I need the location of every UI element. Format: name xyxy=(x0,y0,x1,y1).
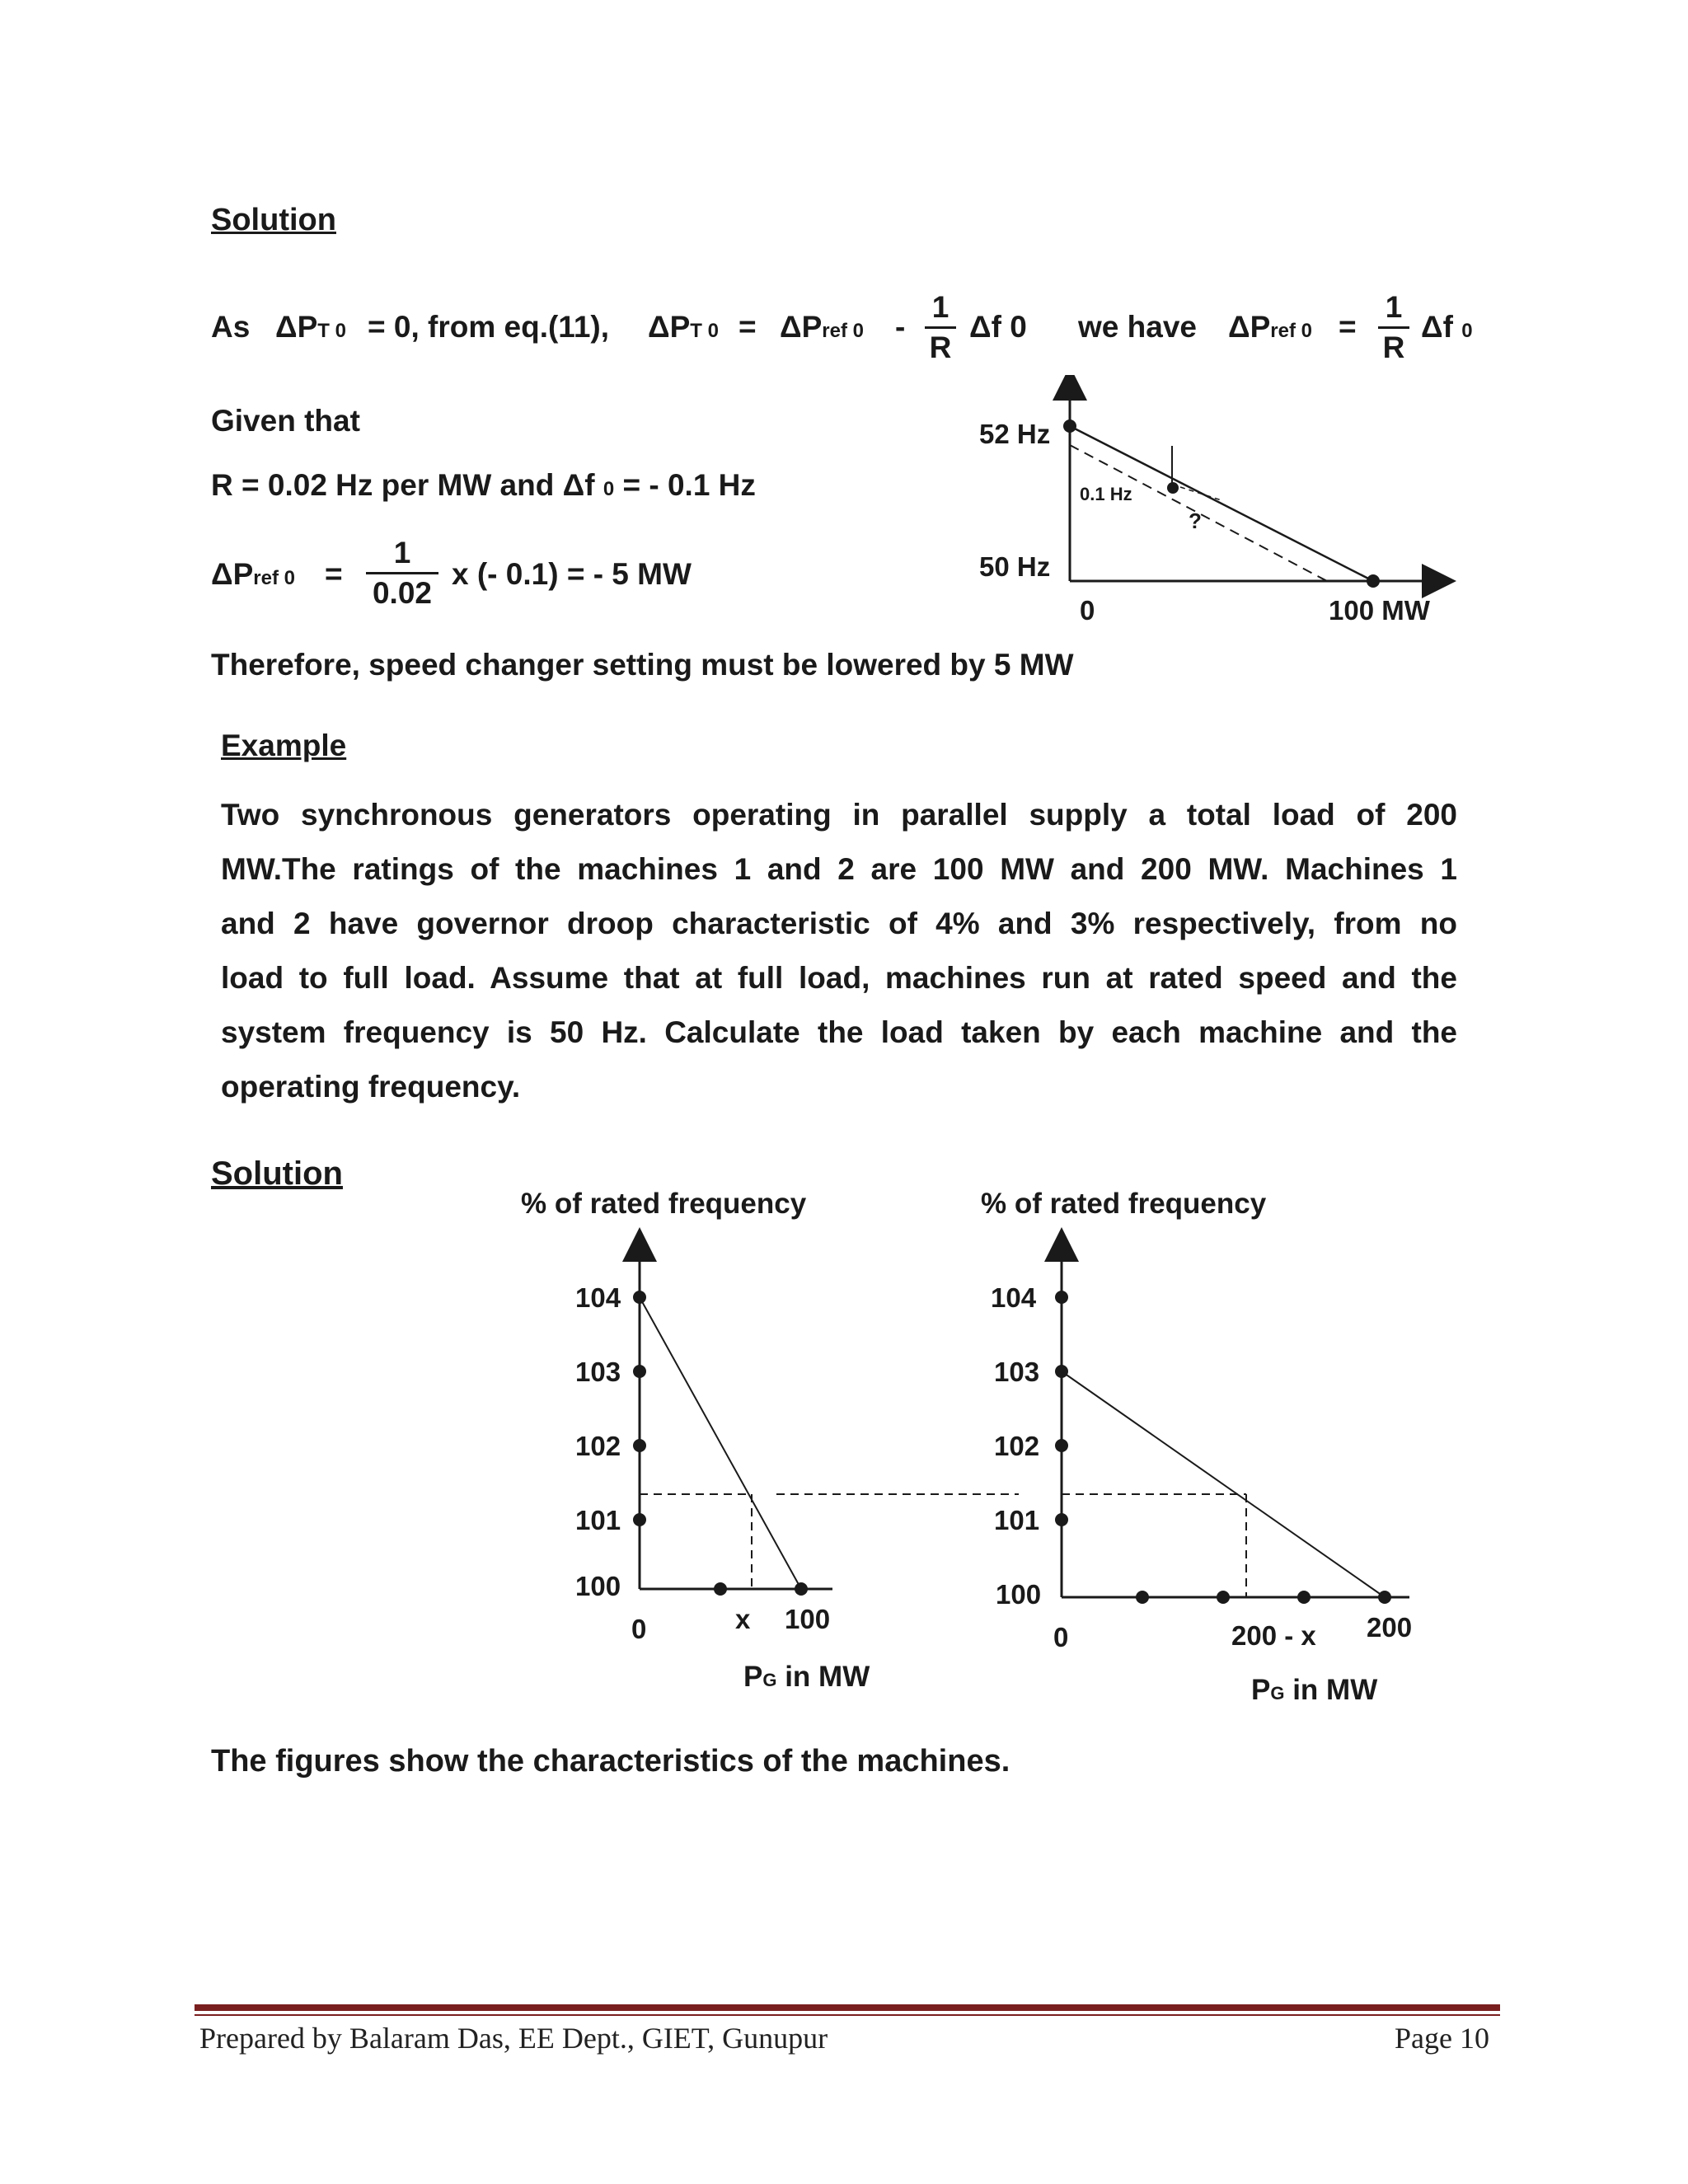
label-question: ? xyxy=(1189,509,1202,533)
example-line: and 2 have governor droop characteristic of 4% and 3% respectively, from no xyxy=(221,907,1457,940)
fig2-xtick-200-minus-x: 200 - x xyxy=(1231,1620,1316,1651)
r-and-delta-f: R = 0.02 Hz per MW and Δf 0 = - 0.1 Hz xyxy=(211,468,756,502)
droop-point-mid xyxy=(1167,482,1179,494)
fraction-one-over-002: 1 0.02 xyxy=(366,536,438,611)
fig1-ytick-104: 104 xyxy=(575,1282,621,1313)
droop-point-52hz xyxy=(1063,419,1076,433)
fig1-xtick-0: 0 xyxy=(631,1614,647,1644)
eq-delta-f0-2: Δf 0 xyxy=(1421,310,1473,344)
example-line: MW.The ratings of the machines 1 and 2 are 100 MW and 200 MW. Machines 1 xyxy=(221,852,1457,886)
eq-delta-f0: Δf 0 xyxy=(969,310,1027,344)
fig2-x-dot xyxy=(1136,1591,1149,1604)
label-delta-01hz: 0.1 Hz xyxy=(1080,484,1132,504)
eq-we-have: we have xyxy=(1078,310,1197,344)
fig1-xlabel: PG in MW xyxy=(743,1661,870,1693)
machine-characteristics-figure xyxy=(495,1162,1467,1731)
label-100mw: 100 MW xyxy=(1329,595,1430,626)
fig2-x-dot xyxy=(1217,1591,1230,1604)
conclusion-text: Therefore, speed changer setting must be lowered by 5 MW xyxy=(211,648,1074,682)
fig1-xtick-x: x xyxy=(735,1604,751,1634)
example-line: Two synchronous generators operating in parallel supply a total load of 200 xyxy=(221,798,1457,832)
fig2-xtick-200: 200 xyxy=(1367,1612,1413,1643)
fig1-xtick-100: 100 xyxy=(785,1604,831,1634)
label-52hz: 52 Hz xyxy=(979,419,1051,449)
eq-delta-pref0: ΔPref 0 xyxy=(780,310,864,344)
eq-minus: - xyxy=(895,310,906,344)
fig2-x-dot-200 xyxy=(1378,1591,1391,1604)
calc-equals: = xyxy=(325,557,343,591)
fig2-xtick-0: 0 xyxy=(1053,1622,1069,1652)
fig1-ytick-103: 103 xyxy=(575,1357,621,1387)
fig1-ytick-101: 101 xyxy=(575,1505,621,1535)
fig1-tick-dot xyxy=(633,1439,646,1452)
fig1-ytick-102: 102 xyxy=(575,1431,621,1461)
fig1-tick-dot xyxy=(633,1365,646,1378)
eq-equals: = xyxy=(738,310,757,344)
example-paragraph xyxy=(221,788,1457,1114)
fig2-tick-dot xyxy=(1055,1513,1068,1526)
fig1-tick-dot xyxy=(633,1291,646,1304)
example-line: load to full load. Assume that at full load, machines run at rated speed and the xyxy=(221,961,1457,995)
calc-lhs: ΔPref 0 xyxy=(211,557,295,591)
fig1-ytick-100: 100 xyxy=(575,1571,621,1601)
example-heading: Example xyxy=(221,729,347,762)
fig2-xlabel: PG in MW xyxy=(1251,1674,1378,1706)
eq-zero-from: = 0, from eq.(11), xyxy=(368,310,610,344)
droop-point-100mw xyxy=(1367,574,1380,588)
fig2-ylabel: % of rated frequency xyxy=(981,1188,1267,1220)
fig2-ytick-102: 102 xyxy=(994,1431,1040,1461)
figures-caption: The figures show the characteristics of the machines. xyxy=(211,1744,1010,1779)
eq-delta-pref0-2: ΔPref 0 xyxy=(1228,310,1312,344)
fig1-droop-line xyxy=(640,1297,801,1589)
eq-delta-pt0-b: ΔPT 0 xyxy=(648,310,719,344)
footer-page-number: Page 10 xyxy=(1395,2022,1489,2055)
fig2-droop-line xyxy=(1062,1371,1385,1597)
fig2-ytick-104: 104 xyxy=(991,1282,1037,1313)
fig1-tick-dot xyxy=(633,1513,646,1526)
fraction-one-over-r-2: 1 R xyxy=(1378,290,1409,365)
fig2-ytick-100: 100 xyxy=(996,1579,1042,1610)
fig2-ytick-103: 103 xyxy=(994,1357,1040,1387)
solution-heading: Solution xyxy=(211,203,336,237)
footer-author: Prepared by Balaram Das, EE Dept., GIET, Gunupur xyxy=(199,2022,828,2055)
fig2-tick-dot xyxy=(1055,1439,1068,1452)
footer-rule-thin xyxy=(195,2014,1500,2016)
solution2-heading: Solution xyxy=(211,1155,343,1192)
example-line: operating frequency. xyxy=(221,1070,521,1104)
eq-as: As xyxy=(211,310,251,344)
fig2-tick-dot xyxy=(1055,1365,1068,1378)
example-line: system frequency is 50 Hz. Calculate the load taken by each machine and the xyxy=(221,1015,1457,1049)
droop-figure xyxy=(973,375,1467,639)
fig2-x-dot xyxy=(1297,1591,1311,1604)
eq-equals-2: = xyxy=(1339,310,1357,344)
fig2-ytick-101: 101 xyxy=(994,1505,1040,1535)
fig1-ylabel: % of rated frequency xyxy=(521,1188,807,1220)
fraction-one-over-r: 1 R xyxy=(925,290,956,365)
footer-rule xyxy=(195,2004,1500,2011)
label-50hz: 50 Hz xyxy=(979,551,1051,582)
given-that: Given that xyxy=(211,404,360,438)
eq-delta-pt0: ΔPT 0 xyxy=(275,310,346,344)
label-origin: 0 xyxy=(1080,595,1095,626)
calc-rhs: x (- 0.1) = - 5 MW xyxy=(452,557,692,591)
fig1-x-dot-100 xyxy=(795,1582,808,1596)
fig2-tick-dot xyxy=(1055,1291,1068,1304)
fig1-x-dot xyxy=(714,1582,727,1596)
droop-delta-guide xyxy=(1180,487,1221,500)
